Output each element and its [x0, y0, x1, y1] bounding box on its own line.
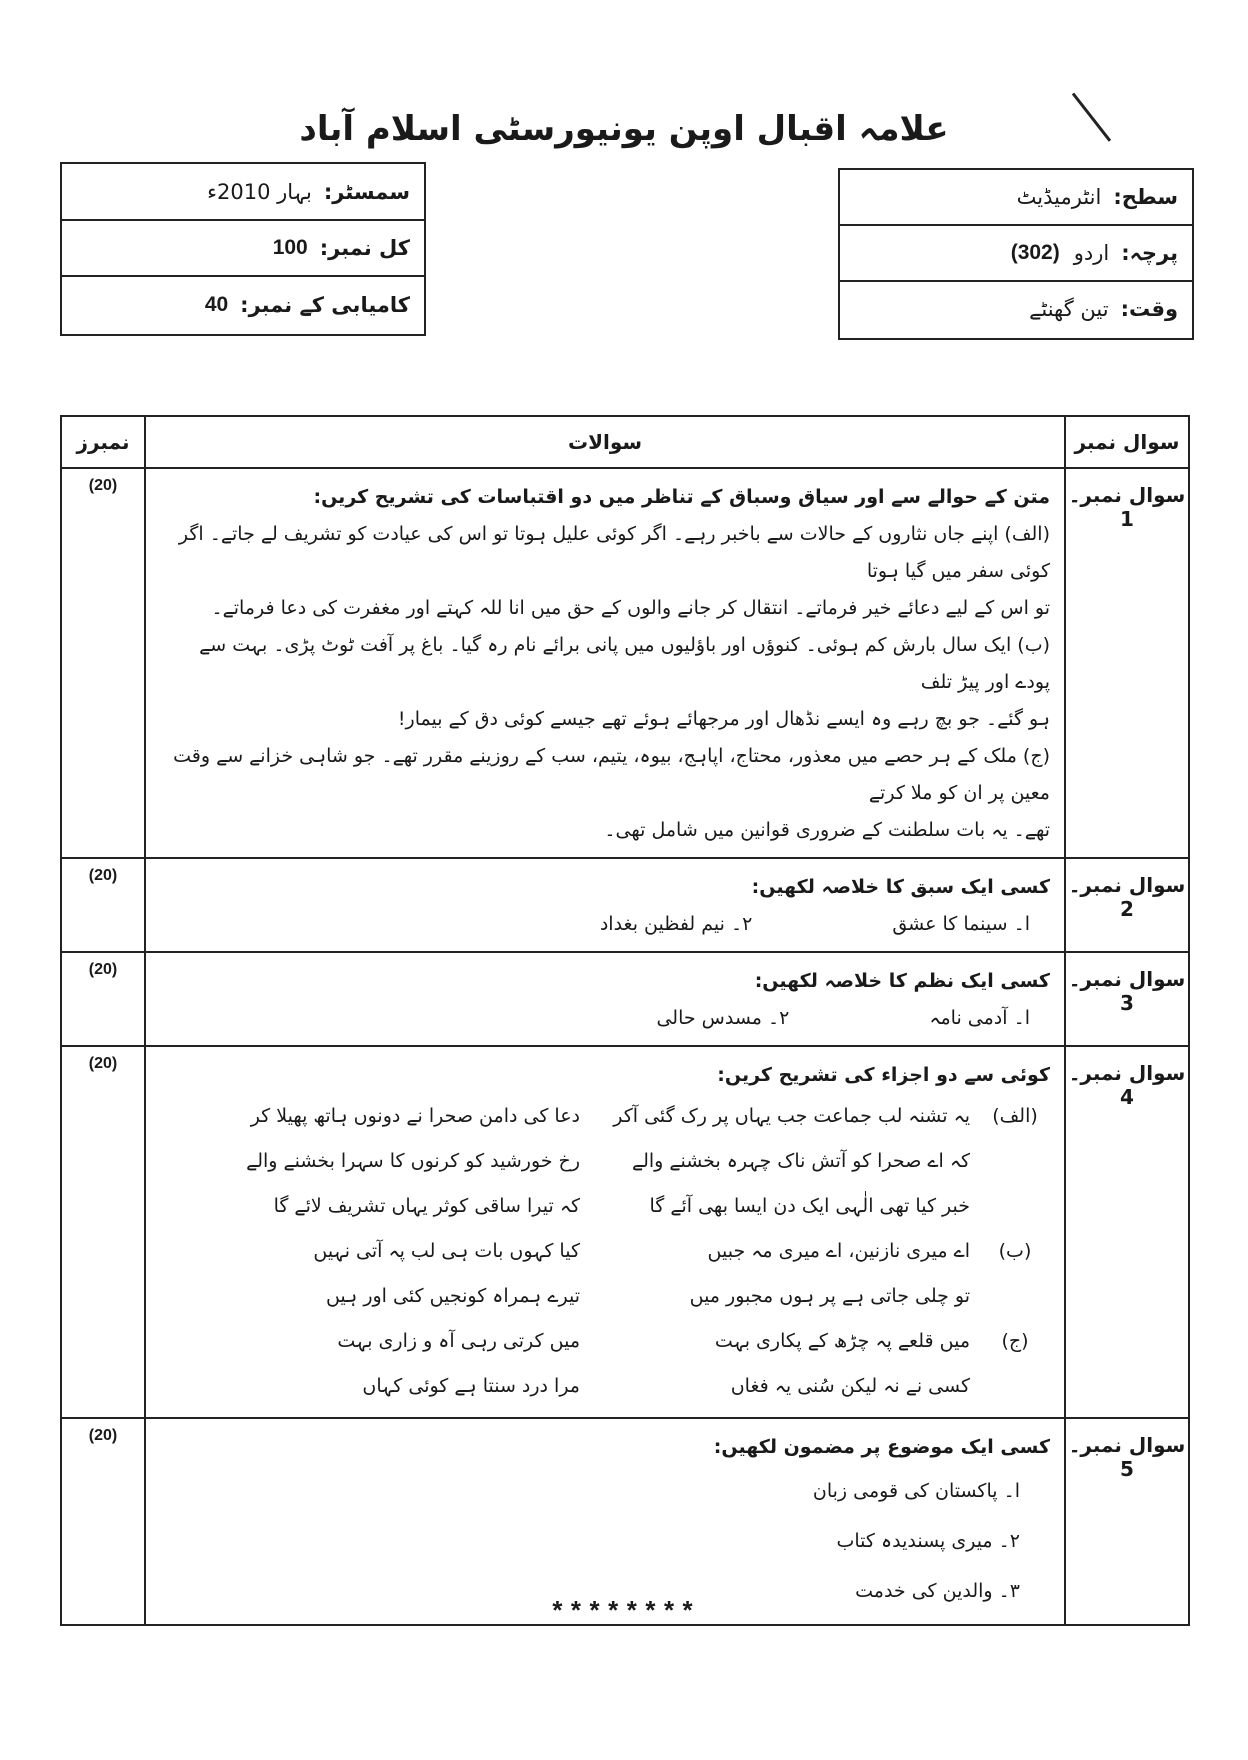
question-marks: (20) — [61, 1046, 145, 1418]
question-body — [145, 468, 1065, 858]
question-heading: کوئی سے دو اجزاء کی تشریح کریں: — [717, 1064, 1050, 1086]
total-marks-label: کل نمبر: — [319, 236, 410, 260]
level-value: انٹرمیڈیٹ — [1016, 185, 1102, 209]
verse-first-line: اے میری نازنین، اے میری مہ جبیں — [707, 1240, 970, 1262]
verse-label: (ب) — [998, 1240, 1032, 1262]
topic-item: ا۔ پاکستان کی قومی زبان — [812, 1480, 1020, 1502]
verse-second-line: مرا درد سنتا ہے کوئی کہاں — [362, 1375, 580, 1397]
pass-marks-value: 40 — [204, 292, 229, 316]
option-item: ۲۔ نیم لفظین بغداد — [599, 913, 753, 935]
table-header-row — [61, 416, 1189, 468]
verse-first-line: تو چلی جاتی ہے پر ہوں مجبور میں — [689, 1285, 970, 1307]
verse-label: (الف) — [992, 1105, 1038, 1127]
passage-line: (ج) ملک کے ہر حصے میں معذور، محتاج، اپاہج، بیوہ، یتیم، سب کے روزینے مقرر تھے۔ جو شاہی خزانے سے وقت معین پر ان کو ملا کرتے — [173, 745, 1050, 804]
time-row — [840, 282, 1192, 336]
question-row-2 — [61, 858, 1189, 952]
level-label: سطح: — [1113, 185, 1178, 209]
question-marks: (20) — [61, 858, 145, 952]
verse-first-line: کسی نے نہ لیکن سُنی یہ فغاں — [730, 1375, 970, 1397]
question-number: سوال نمبر۔2 — [1065, 858, 1189, 952]
time-value: تین گھنٹے — [1029, 297, 1109, 321]
paper-label: پرچہ: — [1121, 241, 1178, 265]
question-marks: (20) — [61, 1418, 145, 1625]
question-body — [145, 1046, 1065, 1418]
questions-table — [60, 415, 1190, 1626]
verse-second-line: دعا کی دامن صحرا نے دونوں ہاتھ پھیلا کر — [250, 1105, 580, 1127]
verses-table — [160, 1094, 1050, 1409]
verse-label: (ج) — [1001, 1330, 1029, 1352]
question-number: سوال نمبر۔1 — [1065, 468, 1189, 858]
options-row — [160, 1000, 1050, 1037]
question-heading: کسی ایک موضوع پر مضمون لکھیں: — [713, 1436, 1050, 1458]
option-item: ا۔ سینما کا عشق — [892, 913, 1030, 935]
verse-row — [160, 1184, 1050, 1229]
passage-line: ہو گئے۔ جو بچ رہے وہ ایسے نڈھال اور مرجھائے ہوئے تھے جیسے کوئی دق کے بیمار! — [397, 708, 1050, 730]
verse-first-line: یہ تشنہ لب جماعت جب یہاں پر رک گئی آکر — [613, 1105, 970, 1127]
header-marks: نمبرز — [61, 416, 145, 468]
exam-info-box-left — [60, 162, 426, 336]
semester-value: بہار 2010ء — [207, 179, 312, 204]
topic-item: ۲۔ میری پسندیدہ کتاب — [836, 1530, 1020, 1552]
question-body — [145, 1418, 1065, 1625]
topic-item: ۳۔ والدین کی خدمت — [855, 1580, 1020, 1602]
verse-label — [980, 1274, 1050, 1319]
paper-value: اردو — [1073, 241, 1110, 265]
question-row-1 — [61, 468, 1189, 858]
total-marks-value: 100 — [272, 236, 308, 259]
verse-row — [160, 1139, 1050, 1184]
verse-label — [980, 1184, 1050, 1229]
verse-first-line: خبر کیا تھی الٰہی ایک دن ایسا بھی آئے گا — [649, 1195, 970, 1217]
question-body — [145, 952, 1065, 1046]
end-of-paper-stars: ******** — [549, 1598, 699, 1628]
paper-code: (302) — [1010, 241, 1060, 264]
total-marks-row — [62, 221, 424, 277]
exam-info-box-right — [838, 168, 1194, 340]
question-number: سوال نمبر۔5 — [1065, 1418, 1189, 1625]
paper-row — [840, 226, 1192, 282]
passage-line: تھے۔ یہ بات سلطنت کے ضروری قوانین میں شامل تھی۔ — [604, 819, 1050, 841]
question-marks: (20) — [61, 468, 145, 858]
options-row — [160, 906, 1050, 943]
verse-row — [160, 1229, 1050, 1274]
passage-line: تو اس کے لیے دعائے خیر فرماتے۔ انتقال کر جانے والوں کے حق میں انا للہ کہتے اور مغفرت کی دعا فرماتے۔ — [211, 597, 1050, 619]
question-marks: (20) — [61, 952, 145, 1046]
level-row — [840, 170, 1192, 226]
verse-second-line: کیا کہوں بات ہی لب پہ آتی نہیں — [313, 1240, 580, 1262]
question-body — [145, 858, 1065, 952]
verse-row — [160, 1274, 1050, 1319]
question-heading: کسی ایک سبق کا خلاصہ لکھیں: — [751, 876, 1050, 898]
semester-row — [62, 164, 424, 221]
verse-row — [160, 1094, 1050, 1139]
verse-second-line: رخ خورشید کو کرنوں کا سہرا بخشنے والے — [246, 1150, 580, 1172]
question-number: سوال نمبر۔4 — [1065, 1046, 1189, 1418]
verse-label — [980, 1364, 1050, 1409]
question-number: سوال نمبر۔3 — [1065, 952, 1189, 1046]
verse-row — [160, 1319, 1050, 1364]
time-label: وقت: — [1120, 297, 1178, 321]
question-heading: متن کے حوالے سے اور سیاق وسباق کے تناظر میں دو اقتباسات کی تشریح کریں: — [313, 486, 1050, 508]
question-heading: کسی ایک نظم کا خلاصہ لکھیں: — [754, 970, 1050, 992]
topics-list — [160, 1466, 1050, 1616]
verse-first-line: کہ اے صحرا کو آتش ناک چہرہ بخشنے والے — [631, 1150, 970, 1172]
verse-second-line: کہ تیرا ساقی کوثر یہاں تشریف لائے گا — [273, 1195, 580, 1217]
question-row-5 — [61, 1418, 1189, 1625]
passage-line: (ب) ایک سال بارش کم ہوئی۔ کنوؤں اور باؤلیوں میں پانی برائے نام رہ گیا۔ باغ پر آفت ٹوٹ پڑی۔ بہت سے پودے اور پیڑ تلف — [199, 634, 1050, 693]
semester-label: سمسٹر: — [323, 179, 410, 204]
pass-marks-label: کامیابی کے نمبر: — [240, 292, 410, 317]
passage-line: (الف) اپنے جاں نثاروں کے حالات سے باخبر رہے۔ اگر کوئی علیل ہوتا تو اس کی عیادت کو تشریف لے جاتے۔ اگر کوئی سفر میں گیا ہوتا — [178, 523, 1050, 582]
header-question-number: سوال نمبر — [1065, 416, 1189, 468]
pass-marks-row — [62, 277, 424, 332]
verse-first-line: میں قلعے پہ چڑھ کے پکاری بہت — [714, 1330, 970, 1352]
verse-second-line: میں کرتی رہی آہ و زاری بہت — [337, 1330, 580, 1352]
question-row-3 — [61, 952, 1189, 1046]
verse-label — [980, 1139, 1050, 1184]
verse-row — [160, 1364, 1050, 1409]
university-title: علامہ اقبال اوپن یونیورسٹی اسلام آباد — [299, 109, 949, 149]
verse-second-line: تیرے ہمراہ کونجیں کئی اور ہیں — [325, 1285, 580, 1307]
option-item: ۲۔ مسدس حالی — [656, 1007, 790, 1029]
question-row-4 — [61, 1046, 1189, 1418]
header-questions: سوالات — [145, 416, 1065, 468]
option-item: ا۔ آدمی نامہ — [929, 1007, 1030, 1029]
